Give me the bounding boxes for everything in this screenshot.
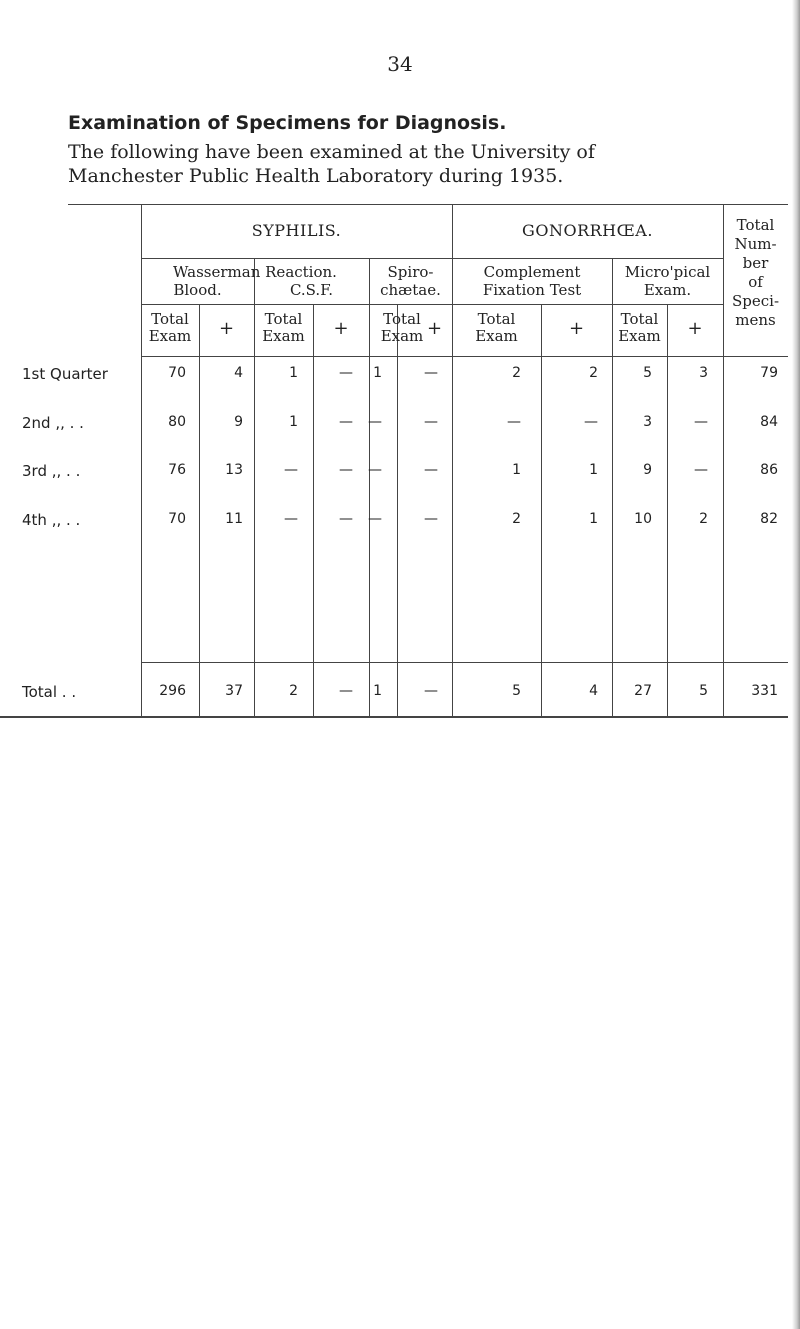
table-cell: 1 [589, 511, 598, 527]
header-complement-1: Complement [483, 263, 581, 281]
table-cell: 3 [643, 414, 652, 430]
table-cell: — [424, 683, 438, 699]
table-cell: 5 [512, 683, 521, 699]
header-syphilis: SYPHILIS. [251, 221, 342, 240]
table-cell: — [284, 462, 298, 478]
col-positive: + [568, 318, 585, 339]
table-cell: — [424, 462, 438, 478]
table-cell: 11 [225, 511, 243, 527]
header-gonorrhoea: GONORRHŒA. [522, 221, 653, 240]
total-rule [141, 662, 788, 663]
header-rule [141, 258, 723, 259]
table-cell: 79 [760, 365, 778, 381]
col-total-exam: Total Exam [475, 310, 518, 345]
header-micro-2: Exam. [643, 281, 692, 299]
table-cell: 2 [512, 511, 521, 527]
table-cell: — [339, 683, 353, 699]
table-bottom-rule [0, 716, 788, 718]
table-cell: 27 [634, 683, 652, 699]
table-cell: 80 [168, 414, 186, 430]
table-cell: 1 [373, 683, 382, 699]
table-cell: — [584, 414, 598, 430]
table-cell: 3 [699, 365, 708, 381]
table-cell: 70 [168, 511, 186, 527]
col-positive: + [333, 318, 349, 339]
table-cell: 9 [234, 414, 243, 430]
header-wasserman-csf: C.S.F. [289, 281, 334, 299]
header-total-specimens: Total Num- ber of Speci- mens [731, 216, 780, 329]
table-cell: 5 [699, 683, 708, 699]
table-cell: 82 [760, 511, 778, 527]
header-complement-2: Fixation Test [482, 281, 582, 299]
page-number: 34 [387, 52, 413, 76]
table-cell: 1 [512, 462, 521, 478]
col-positive: + [426, 318, 443, 339]
table-cell: 2 [699, 511, 708, 527]
col-positive: + [687, 318, 703, 339]
table-cell: 1 [289, 365, 298, 381]
table-top-rule [68, 204, 788, 205]
table-cell: — [339, 414, 353, 430]
table-divider [541, 304, 542, 716]
intro-line-1: The following have been examined at the University of [68, 141, 595, 163]
table-cell: — [694, 414, 708, 430]
table-cell: 1 [589, 462, 598, 478]
table-cell: 70 [168, 365, 186, 381]
intro-line-2: Manchester Public Health Laboratory during 1935. [68, 165, 564, 187]
table-cell: 1 [373, 365, 382, 381]
table-divider [199, 304, 200, 716]
table-cell: 2 [512, 365, 521, 381]
table-cell: — [424, 365, 438, 381]
row-label: 1st Quarter [22, 365, 108, 383]
row-label: Total . . [22, 683, 77, 701]
table-cell: — [339, 365, 353, 381]
table-cell: 76 [168, 462, 186, 478]
table-divider [369, 258, 370, 716]
scan-edge [792, 0, 800, 1329]
section-heading: Examination of Specimens for Diagnosis. [68, 112, 507, 134]
header-wasserman: Wasserman Reaction. [173, 263, 337, 281]
table-cell: — [368, 414, 382, 430]
table-cell: 13 [225, 462, 243, 478]
table-cell: 5 [643, 365, 652, 381]
col-positive: + [218, 318, 235, 339]
header-spiro-1: Spiro- [387, 263, 434, 281]
table-cell: — [339, 511, 353, 527]
table-cell: — [507, 414, 521, 430]
table-cell: — [424, 414, 438, 430]
table-cell: — [284, 511, 298, 527]
intro-paragraph [68, 140, 768, 188]
table-cell: 86 [760, 462, 778, 478]
table-cell: — [368, 511, 382, 527]
table-cell: 4 [234, 365, 243, 381]
col-total-exam: Total Exam [148, 310, 192, 345]
header-bottom-rule [141, 356, 788, 357]
table-cell: 4 [589, 683, 598, 699]
header-micro-1: Micro'pical [624, 263, 711, 281]
row-label: 3rd ,, . . [22, 462, 81, 480]
table-cell: — [339, 462, 353, 478]
table-cell: 37 [225, 683, 243, 699]
table-cell: 2 [289, 683, 298, 699]
table-cell: 1 [289, 414, 298, 430]
col-total-exam: Total Exam [262, 310, 305, 345]
table-cell: 2 [589, 365, 598, 381]
table-cell: — [694, 462, 708, 478]
table-cell: 331 [751, 683, 778, 699]
table-cell: 84 [760, 414, 778, 430]
header-rule [141, 304, 723, 305]
table-cell: — [368, 462, 382, 478]
header-spiro-2: chætae. [380, 281, 441, 299]
table-cell: 9 [643, 462, 652, 478]
col-total-exam: Total Exam [618, 310, 661, 345]
table-cell: 10 [634, 511, 652, 527]
table-cell: 296 [159, 683, 186, 699]
row-label: 4th ,, . . [22, 511, 81, 529]
row-label: 2nd ,, . . [22, 414, 84, 432]
header-wasserman-blood: Blood. [173, 281, 222, 299]
col-total-exam: Total Exam [380, 310, 424, 345]
table-cell: — [424, 511, 438, 527]
